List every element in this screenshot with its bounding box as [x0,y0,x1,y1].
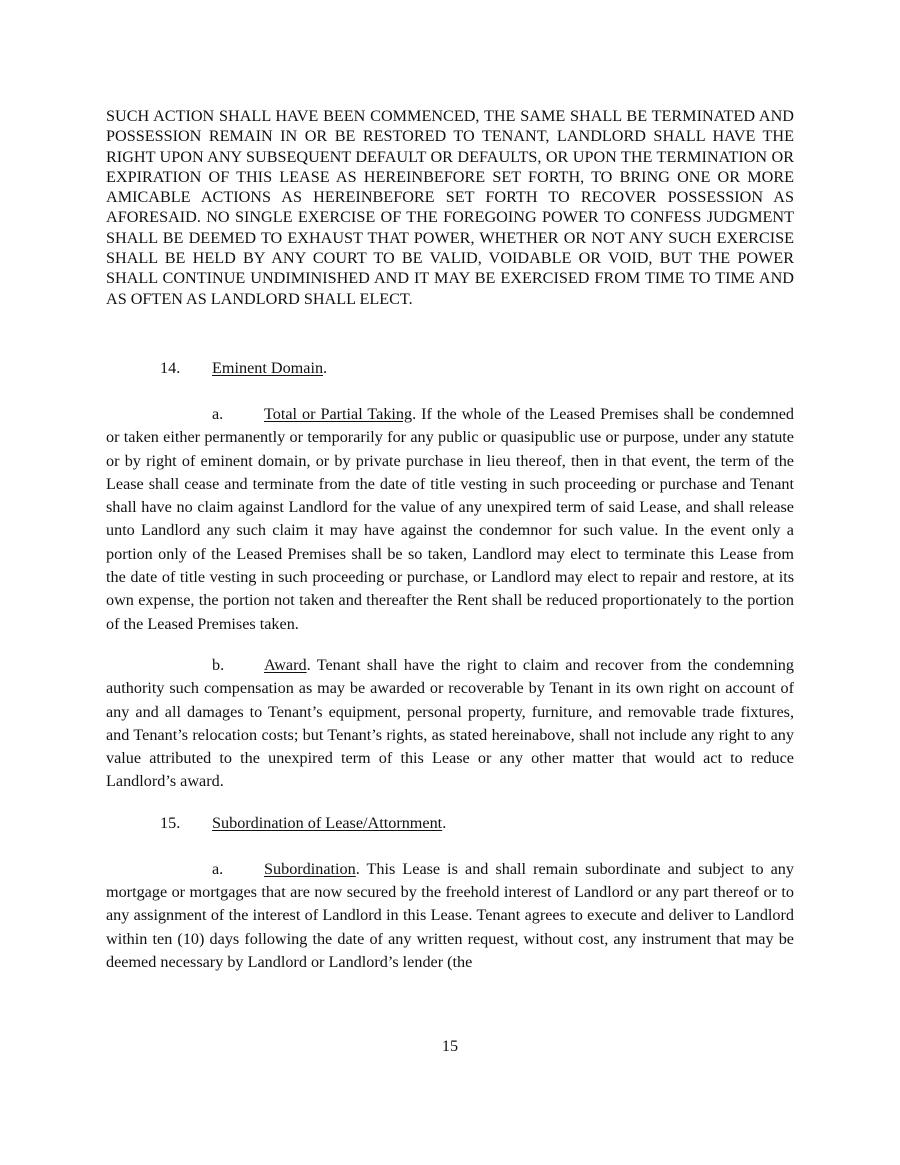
section-14b-title-punct: . [306,655,311,674]
section-14a-paragraph [106,403,794,636]
section-15-heading [106,812,794,835]
section-14a-title-punct: . [412,404,417,423]
section-14b-letter: b. [212,655,225,674]
document-page [106,106,794,974]
section-14a-title: Total or Partial Taking [264,404,413,423]
section-14b-title: Award [264,655,307,674]
section-14b-text: Tenant shall have the right to claim and recover from the condemning authority such compensation as may be awarded or recoverable by Tenant in its own right on account of any and all damages to Tenant’s equipment, personal property, furniture, and removable trade fixtures, and Tenant’s relocation costs; but Tenant’s rights, as stated hereinabove, shall not include any right to any value attributed to the unexpired term of this Lease or any other matter that would act to reduce Landlord’s award. [106,655,794,791]
section-14-title-punct: . [323,358,328,377]
section-15-number: 15. [160,813,181,832]
section-14-heading [106,357,794,380]
section-14a-letter: a. [212,404,224,423]
section-15a-title-punct: . [355,859,360,878]
section-15a-paragraph [106,858,794,974]
section-15a-letter: a. [212,859,224,878]
section-14-title: Eminent Domain [212,358,324,377]
confession-judgment-paragraph: SUCH ACTION SHALL HAVE BEEN COMMENCED, THE SAME SHALL BE TERMINATED AND POSSESSION REMAIN IN OR BE RESTORED TO TENANT, LANDLORD SHALL HAVE THE RIGHT UPON ANY SUBSEQUENT DEFAULT OR DEFAULTS, OR UPON THE TERMINATION OR EXPIRATION OF THIS LEASE AS HEREINBEFORE SET FORTH, TO BRING ONE OR MORE AMICABLE ACTIONS AS HEREINBEFORE SET FORTH TO RECOVER POSSESSION AS AFORESAID. NO SINGLE EXERCISE OF THE FOREGOING POWER TO CONFESS JUDGMENT SHALL BE DEEMED TO EXHAUST THAT POWER, WHETHER OR NOT ANY SUCH EXERCISE SHALL BE HELD BY ANY COURT TO BE VALID, VOIDABLE OR VOID, BUT THE POWER SHALL CONTINUE UNDIMINISHED AND IT MAY BE EXERCISED FROM TIME TO TIME AND AS OFTEN AS LANDLORD SHALL ELECT. [106,107,794,308]
page-number: 15 [441,1037,459,1055]
section-14b-paragraph [106,654,794,794]
section-15-title: Subordination of Lease/Attornment [212,813,443,832]
section-15-title-punct: . [442,813,447,832]
section-14a-text: If the whole of the Leased Premises shall be condemned or taken either permanently or temporarily for any public or quasipublic use or purpose, under any statute or by right of eminent domain, or by private purchase in lieu thereof, then in that event, the term of the Lease shall cease and terminate from the date of title vesting in such proceeding or purchase and Tenant shall have no claim against Landlord for the value of any unexpired term of said Lease, and shall release unto Landlord any such claim it may have against the condemnor for such value. In the event only a portion only of the Leased Premises shall be so taken, Landlord may elect to terminate this Lease from the date of title vesting in such proceeding or purchase, or Landlord may elect to repair and restore, at its own expense, the portion not taken and thereafter the Rent shall be reduced proportionately to the portion of the Leased Premises taken. [106,404,794,633]
section-14-number: 14. [160,358,181,377]
section-15a-title: Subordination [264,859,356,878]
section-15a-text: This Lease is and shall remain subordinate and subject to any mortgage or mortgages that are now secured by the freehold interest of Landlord or any part thereof or to any assignment of the interest of Landlord in this Lease. Tenant agrees to execute and deliver to Landlord within ten (10) days following the date of any written request, without cost, any instrument that may be deemed necessary by Landlord or Landlord’s lender (the [106,859,794,971]
